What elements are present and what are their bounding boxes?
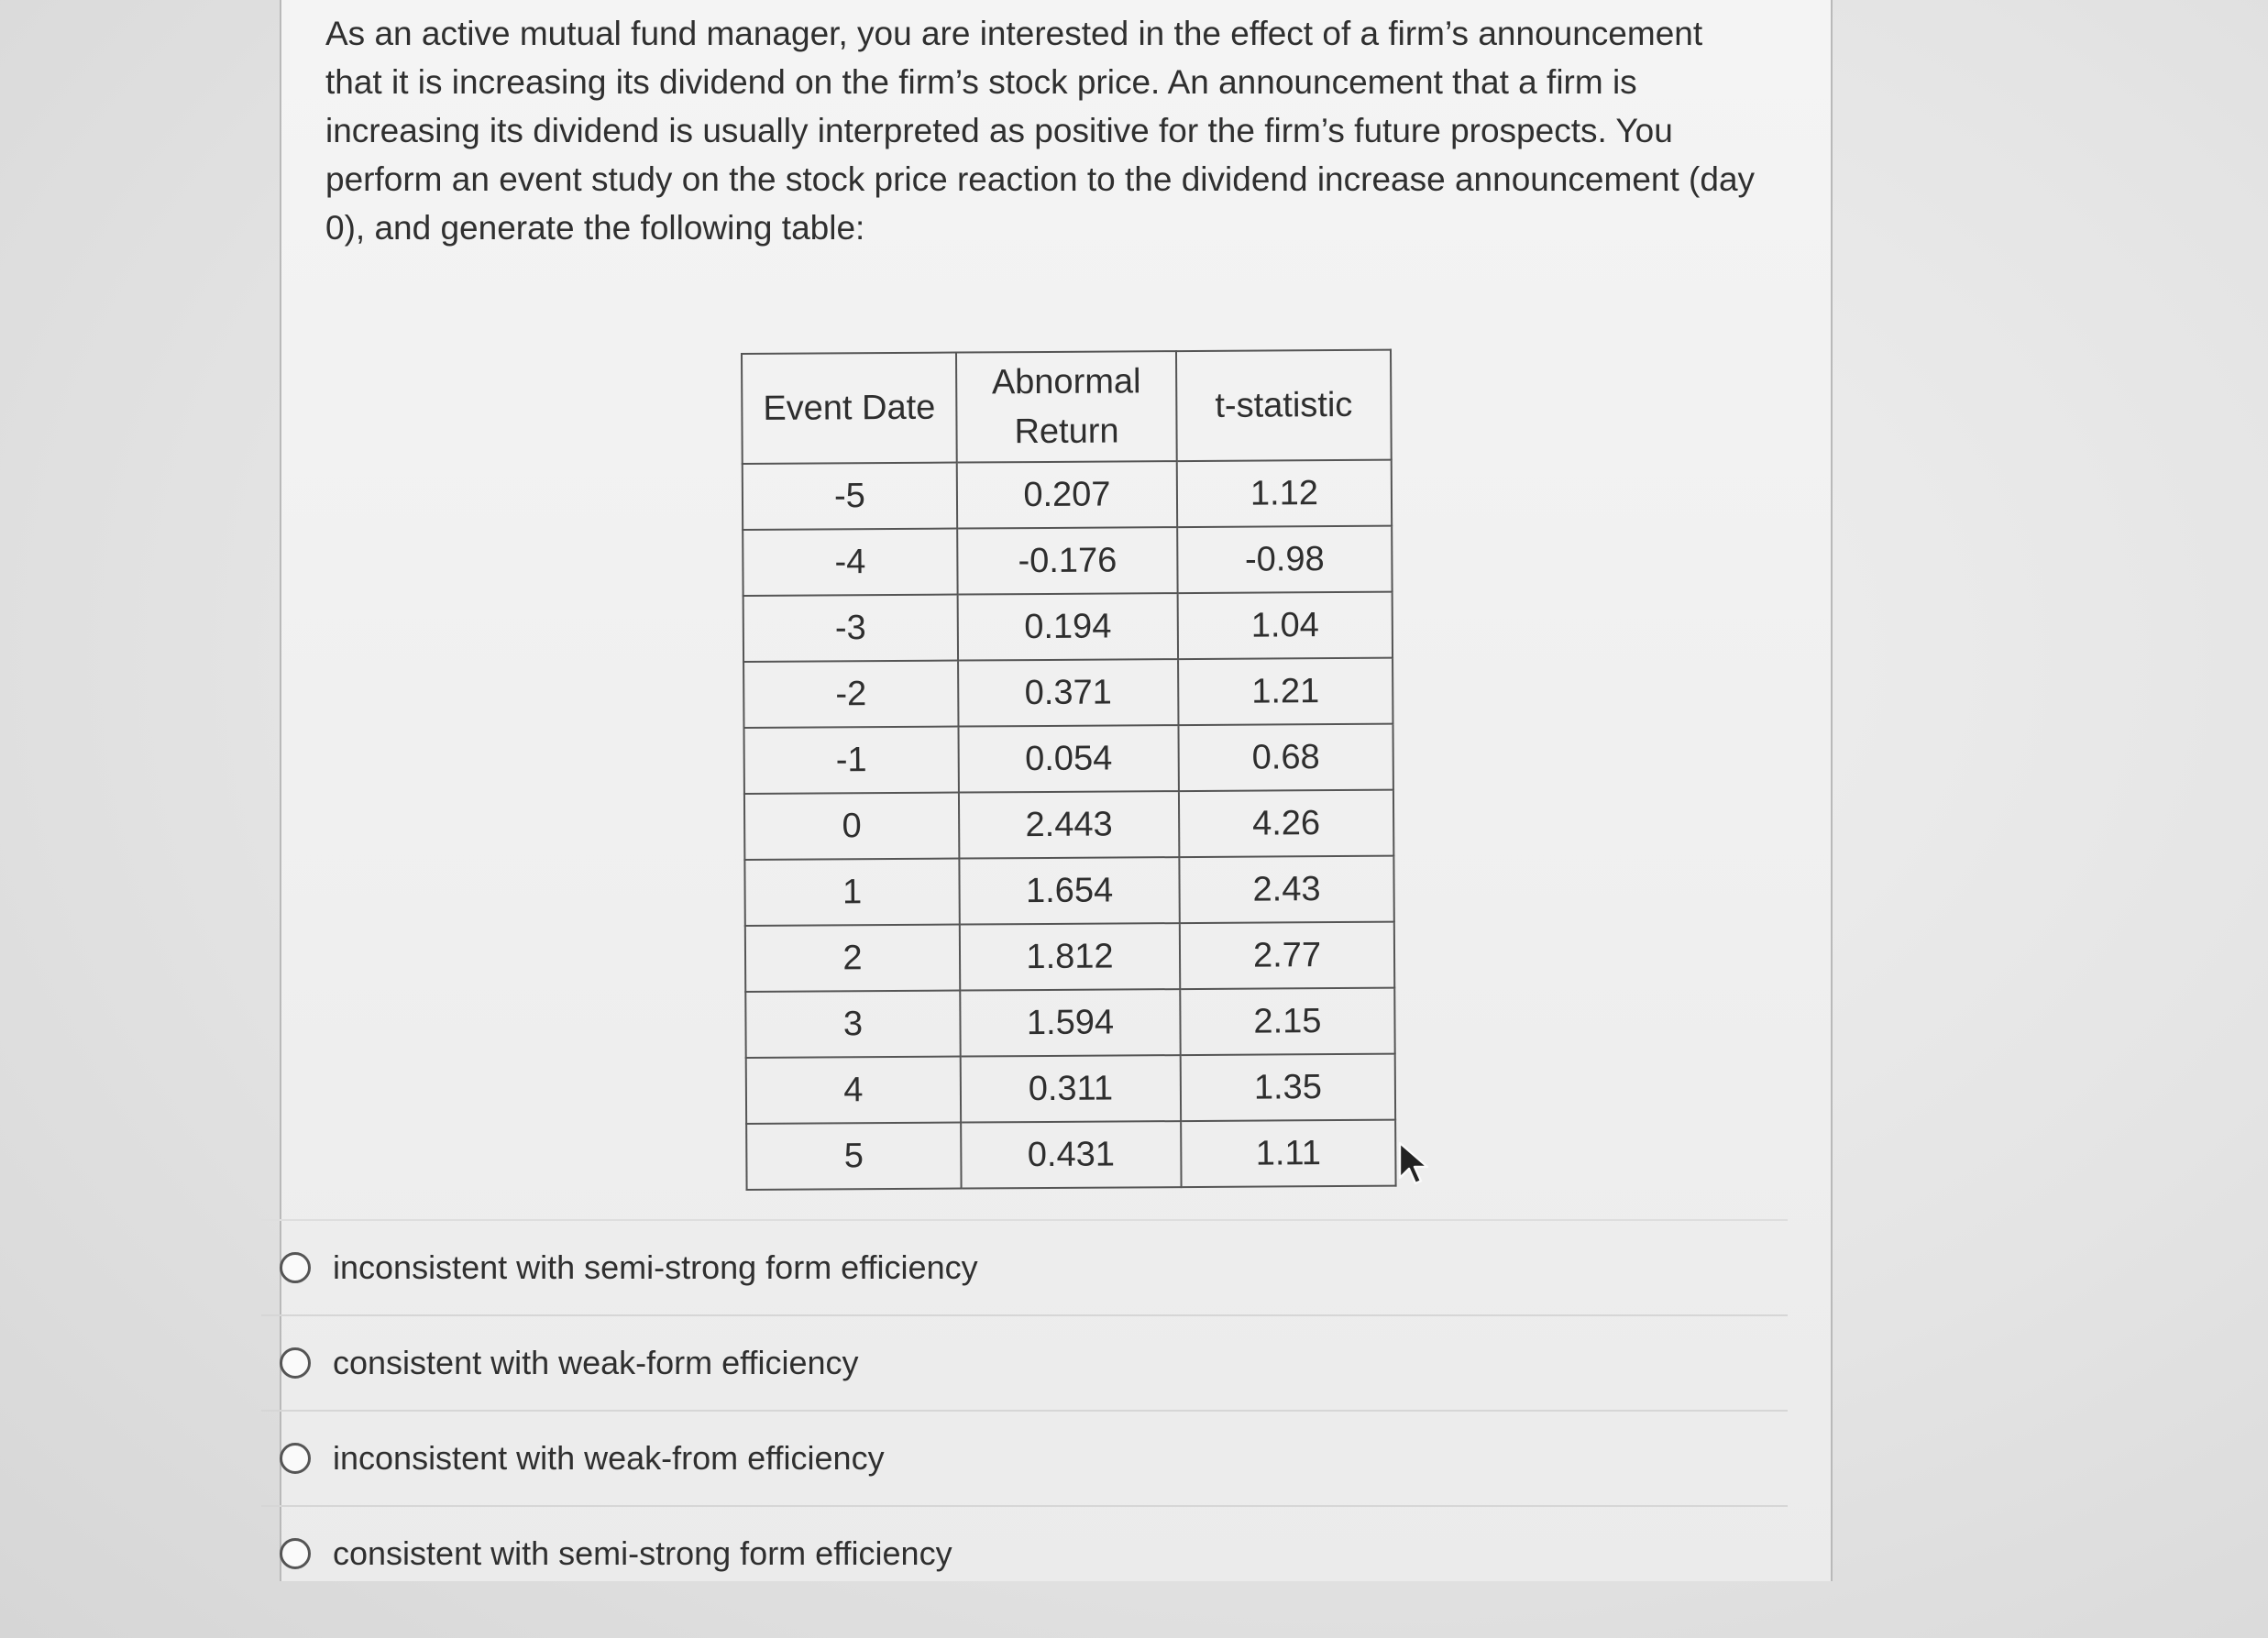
cell-abnormal-return: 0.194 — [958, 593, 1178, 660]
cell-t-statistic: 4.26 — [1179, 790, 1393, 857]
radio-button[interactable] — [280, 1443, 311, 1474]
cell-t-statistic: 1.12 — [1177, 460, 1392, 527]
answer-option-4[interactable] — [261, 1505, 1788, 1600]
answer-option-3[interactable] — [261, 1410, 1788, 1505]
cell-t-statistic: 2.43 — [1179, 856, 1393, 923]
option-label: inconsistent with weak-from efficiency — [333, 1439, 885, 1477]
cell-abnormal-return: 0.431 — [961, 1121, 1181, 1188]
cell-event-date: 4 — [746, 1057, 961, 1124]
option-label: consistent with weak-form efficiency — [333, 1344, 859, 1381]
cell-t-statistic: 1.04 — [1178, 592, 1393, 659]
table-row — [743, 658, 1393, 728]
cell-event-date: -2 — [743, 661, 958, 728]
table-row — [745, 922, 1394, 992]
option-label: consistent with semi-strong form efficiency — [333, 1534, 952, 1572]
cell-abnormal-return: 1.594 — [960, 989, 1180, 1056]
answer-option-1[interactable] — [261, 1219, 1788, 1314]
event-study-table — [741, 349, 1397, 1191]
cell-event-date: 0 — [744, 793, 959, 860]
cell-event-date: -1 — [743, 727, 958, 794]
table-row — [743, 724, 1393, 794]
mouse-pointer-icon — [1398, 1141, 1435, 1189]
table-row — [744, 856, 1393, 926]
cell-abnormal-return: -0.176 — [957, 527, 1177, 594]
radio-button[interactable] — [280, 1538, 311, 1569]
table-row — [745, 988, 1394, 1058]
table-row — [744, 790, 1393, 860]
table-row — [743, 526, 1392, 596]
cell-event-date: 3 — [745, 991, 960, 1058]
cell-t-statistic: 2.15 — [1180, 988, 1394, 1055]
cell-event-date: 5 — [746, 1123, 961, 1190]
cell-event-date: 1 — [744, 859, 959, 926]
cell-abnormal-return: 1.812 — [960, 923, 1180, 990]
header-event-date: Event Date — [742, 353, 957, 464]
question-text: As an active mutual fund manager, you are interested in the effect of a firm’s announcement that it is increasing its dividend on the firm’s stock price. An announcement that a firm is increasing its dividend is usually interpreted as positive for the firm’s future prospects. You perform an event study on the stock price reaction to the dividend increase announcement (day 0), and generate the following table: — [325, 15, 1756, 247]
table-header-row — [742, 350, 1392, 464]
header-abnormal-return: Abnormal Return — [956, 351, 1177, 462]
cell-t-statistic: 2.77 — [1180, 922, 1394, 989]
table-row — [743, 592, 1393, 662]
cell-abnormal-return: 0.207 — [957, 461, 1177, 528]
answer-options — [261, 1219, 1788, 1600]
cell-abnormal-return: 0.371 — [958, 659, 1178, 726]
cell-t-statistic: -0.98 — [1177, 526, 1392, 593]
cell-abnormal-return: 2.443 — [959, 791, 1179, 858]
radio-button[interactable] — [280, 1252, 311, 1283]
cell-t-statistic: 1.21 — [1178, 658, 1393, 725]
cell-event-date: 2 — [745, 925, 960, 992]
radio-button[interactable] — [280, 1347, 311, 1379]
header-t-statistic: t-statistic — [1176, 350, 1392, 461]
cell-t-statistic: 0.68 — [1178, 724, 1393, 791]
cell-event-date: -4 — [743, 529, 957, 596]
cell-event-date: -3 — [743, 595, 958, 662]
cell-abnormal-return: 1.654 — [959, 857, 1179, 924]
table-row — [746, 1054, 1395, 1124]
option-label: inconsistent with semi-strong form efficiency — [333, 1248, 978, 1286]
answer-option-2[interactable] — [261, 1314, 1788, 1410]
cell-t-statistic: 1.35 — [1181, 1054, 1395, 1121]
cell-abnormal-return: 0.054 — [958, 725, 1178, 792]
table-row — [743, 460, 1392, 530]
table-row — [746, 1120, 1395, 1190]
cell-t-statistic: 1.11 — [1181, 1120, 1395, 1187]
cell-abnormal-return: 0.311 — [961, 1055, 1181, 1122]
cell-event-date: -5 — [743, 463, 957, 530]
